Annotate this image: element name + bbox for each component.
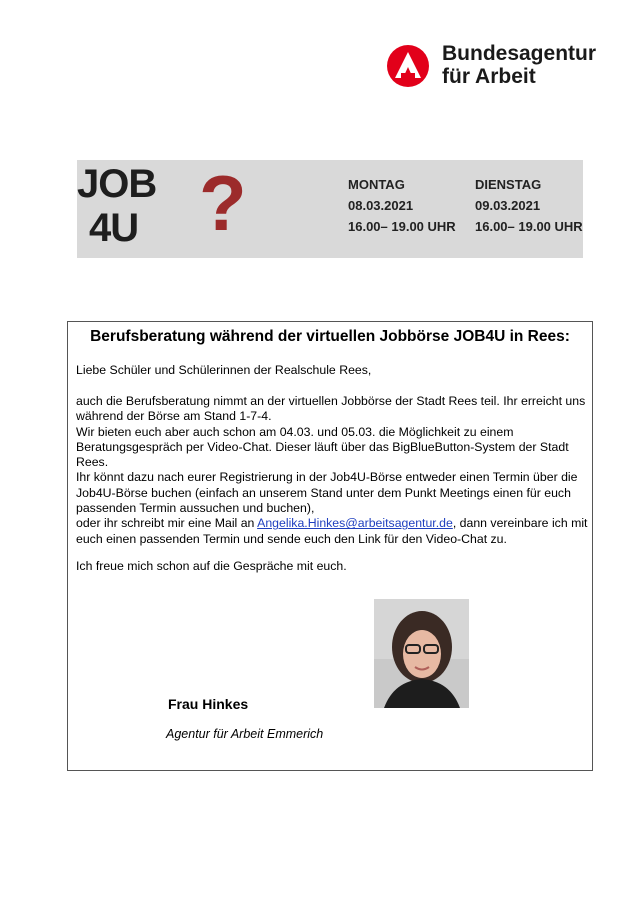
event-day-monday	[348, 174, 456, 237]
event-banner	[77, 160, 583, 258]
letter-closing: Ich freue mich schon auf die Gespräche mit euch.	[76, 559, 347, 573]
day-name: DIENSTAG	[475, 177, 542, 192]
ba-logo-icon	[386, 44, 430, 88]
portrait-photo	[374, 599, 469, 708]
day-time: 16.00– 19.00 UHR	[475, 219, 583, 234]
letter-box	[67, 321, 593, 771]
email-link[interactable]: Angelika.Hinkes@arbeitsagentur.de	[257, 516, 453, 531]
ba-logo	[386, 42, 606, 94]
body-text-part1: auch die Berufsberatung nimmt an der virtuellen Jobbörse der Stadt Rees teil. Ihr erreicht uns während der Börse am Stand 1-7-4. Wir bieten euch aber auch schon am 04.03. und 05.03. die Möglichkeit zu einem Beratungsgespräch per Video-Chat. Dieser läuft über das BigBlueButton-System der Stadt Rees. Ihr könnt dazu nach eurer Registrierung in der Job4U-Börse entweder einen Termin über die Job4U-Börse buchen (einfach an unserem Stand unter dem Punkt Meetings einen für euch passenden Termin aussuchen und buchen), oder ihr schreibt mir eine Mail an	[76, 394, 586, 531]
question-mark-icon: ?	[199, 159, 247, 247]
job4u-word-line1: JOB	[77, 162, 157, 206]
letter-body	[76, 394, 588, 547]
day-date: 08.03.2021	[348, 198, 414, 213]
day-date: 09.03.2021	[475, 198, 541, 213]
event-day-tuesday	[475, 174, 583, 237]
body-text-part2: , dann vereinbare ich mit euch einen passenden Termin und sende euch den Link für den Video-Chat zu.	[76, 516, 588, 546]
logo-line2: für Arbeit	[442, 65, 536, 88]
ba-logo-text	[442, 42, 596, 88]
day-time: 16.00– 19.00 UHR	[348, 219, 456, 234]
letter-title: Berufsberatung während der virtuellen Jobbörse JOB4U in Rees:	[90, 328, 570, 345]
signature-name: Frau Hinkes	[168, 696, 249, 712]
signature-organization: Agentur für Arbeit Emmerich	[166, 727, 324, 741]
logo-line1: Bundesagentur	[442, 42, 597, 65]
job4u-word-line2: 4U	[89, 206, 139, 250]
letter-greeting: Liebe Schüler und Schülerinnen der Realschule Rees,	[76, 363, 372, 377]
day-name: MONTAG	[348, 177, 405, 192]
